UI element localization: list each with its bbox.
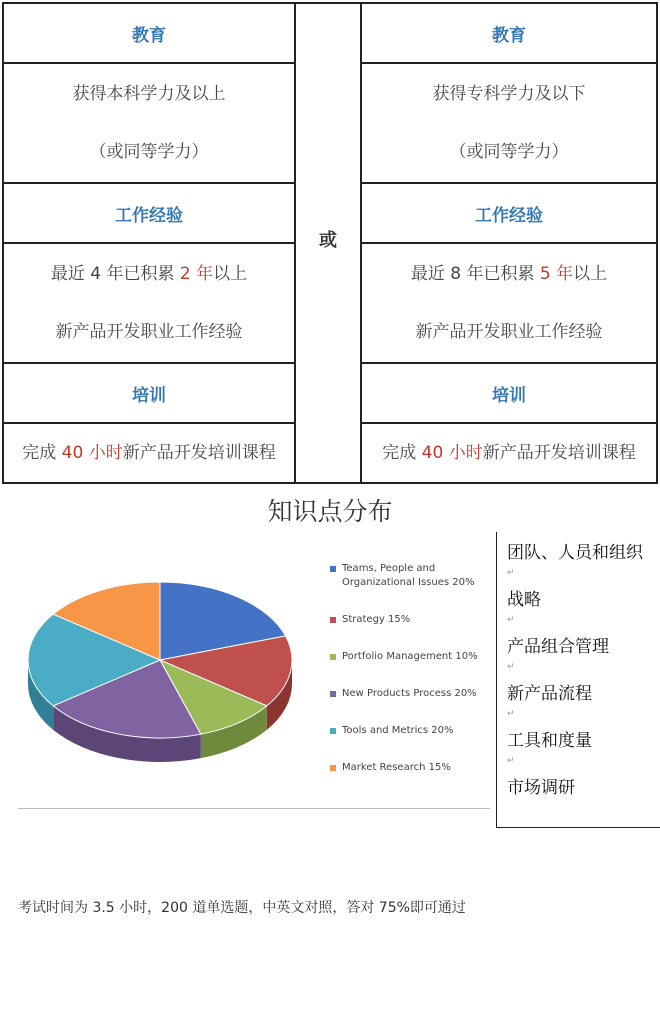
- experience-body-cell: [4, 244, 294, 364]
- education-line: 获得本科学力及以上: [72, 84, 226, 104]
- education-header: 教育: [492, 25, 526, 46]
- education-equivalent-line: （或同等学力）: [89, 142, 209, 162]
- experience-header: 工作经验: [475, 205, 543, 226]
- paragraph-return-icon: ↵: [507, 615, 515, 625]
- training-header: 培训: [132, 385, 166, 406]
- legend-label: Teams, People and Organizational Issues 20%: [342, 563, 475, 588]
- topic-item: 团队、人员和组织: [507, 543, 643, 563]
- legend-item: [330, 650, 490, 664]
- experience-header: 工作经验: [115, 205, 183, 226]
- experience-detail-line: 新产品开发职业工作经验: [415, 322, 603, 342]
- paragraph-return-icon: ↵: [507, 662, 515, 672]
- education-header-cell: [4, 4, 294, 64]
- legend-item: [330, 724, 490, 738]
- experience-line: [51, 245, 247, 303]
- topic-item: 市场调研: [507, 778, 575, 798]
- experience-highlight: 2 年: [179, 264, 214, 284]
- training-line: [22, 424, 275, 482]
- legend-label: New Products Process 20%: [342, 688, 477, 699]
- legend-swatch: [330, 691, 336, 697]
- legend-item: [330, 687, 490, 701]
- knowledge-distribution-title: 知识点分布: [267, 497, 393, 526]
- experience-suffix: 以上: [213, 264, 248, 284]
- knowledge-pie-chart: [18, 530, 490, 809]
- legend-swatch: [330, 765, 336, 771]
- requirements-column-bachelor: [2, 2, 296, 484]
- or-label: 或: [319, 230, 337, 251]
- topic-item: 战略: [507, 590, 541, 610]
- legend-label: Strategy 15%: [342, 614, 411, 625]
- requirements-column-associate: [360, 2, 658, 484]
- experience-body-cell: [362, 244, 656, 364]
- knowledge-topic-list: [496, 532, 660, 828]
- legend-label: Portfolio Management 10%: [342, 651, 478, 662]
- legend-label: Market Research 15%: [342, 762, 451, 773]
- experience-header-cell: [4, 184, 294, 244]
- education-body-cell: [362, 64, 656, 184]
- pie-chart-svg: [18, 530, 318, 808]
- chart-legend: [330, 562, 490, 798]
- legend-swatch: [330, 617, 336, 623]
- legend-label: Tools and Metrics 20%: [342, 725, 454, 736]
- legend-swatch: [330, 728, 336, 734]
- education-header: 教育: [132, 25, 166, 46]
- education-equivalent-line: （或同等学力）: [449, 142, 569, 162]
- requirements-table: [2, 2, 658, 484]
- training-header-cell: [4, 364, 294, 424]
- training-suffix: 新产品开发培训课程: [482, 443, 636, 463]
- training-header: 培训: [492, 385, 526, 406]
- experience-years-text: 最近 8 年已积累: [410, 264, 540, 284]
- experience-suffix: 以上: [573, 264, 608, 284]
- training-line: [382, 424, 635, 482]
- training-body-cell: [362, 424, 656, 482]
- training-hours-highlight: 40 小时: [61, 443, 123, 463]
- experience-highlight: 5 年: [539, 264, 574, 284]
- legend-item: [330, 562, 490, 590]
- training-body-cell: [4, 424, 294, 482]
- topic-item: 新产品流程: [507, 684, 592, 704]
- paragraph-return-icon: ↵: [507, 568, 515, 578]
- legend-swatch: [330, 654, 336, 660]
- training-hours-highlight: 40 小时: [421, 443, 483, 463]
- legend-swatch: [330, 566, 336, 572]
- or-separator-column: [296, 2, 360, 484]
- topic-item: 工具和度量: [507, 731, 592, 751]
- education-body-cell: [4, 64, 294, 184]
- exam-info-note: 考试时间为 3.5 小时，200 道单选题，中英文对照，答对 75%即可通过: [18, 900, 466, 916]
- paragraph-return-icon: ↵: [507, 709, 515, 719]
- experience-header-cell: [362, 184, 656, 244]
- education-header-cell: [362, 4, 656, 64]
- experience-years-text: 最近 4 年已积累: [50, 264, 180, 284]
- legend-item: [330, 613, 490, 627]
- training-prefix: 完成: [22, 443, 62, 463]
- legend-item: [330, 761, 490, 775]
- paragraph-return-icon: ↵: [507, 756, 515, 766]
- training-suffix: 新产品开发培训课程: [122, 443, 276, 463]
- experience-line: [411, 245, 607, 303]
- training-prefix: 完成: [382, 443, 422, 463]
- topic-item: 产品组合管理: [507, 637, 609, 657]
- training-header-cell: [362, 364, 656, 424]
- experience-detail-line: 新产品开发职业工作经验: [55, 322, 243, 342]
- education-line: 获得专科学力及以下: [432, 84, 586, 104]
